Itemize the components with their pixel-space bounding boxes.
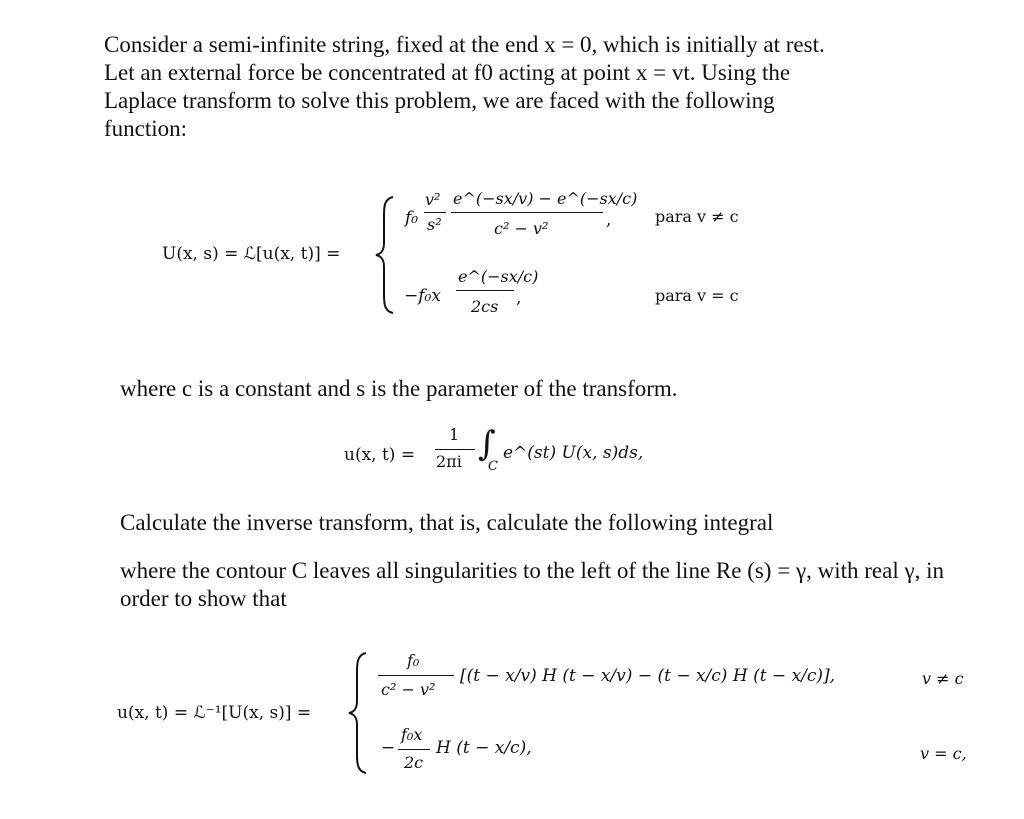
eq3-case1-frac-denominator: c² − v² bbox=[381, 680, 436, 699]
eq3-case2-body: H (t − x/c), bbox=[436, 738, 532, 758]
where-text: where c is a constant and s is the parameter of the transform. bbox=[120, 376, 678, 401]
intro-line-2: Let an external force be concentrated at f0 acting at point x = vt. Using the bbox=[104, 60, 791, 85]
eq1-case1-condition: para v ≠ c bbox=[655, 207, 739, 226]
contour-line-1: where the contour C leaves all singularities to the left of the line Re (s) = γ, with real γ, in bbox=[120, 558, 945, 583]
eq2-frac-bar bbox=[435, 449, 475, 450]
eq3-case1-frac-numerator: f₀ bbox=[407, 651, 420, 670]
integral-sign: ∫ bbox=[478, 424, 496, 464]
eq2-integrand: e^(st) U(x, s)ds, bbox=[503, 443, 644, 463]
eq1-case2-condition: para v = c bbox=[655, 286, 739, 305]
eq3-case1-frac-bar bbox=[378, 675, 454, 676]
eq3-case1-condition: v ≠ c bbox=[922, 669, 964, 688]
intro-line-1: Consider a semi-infinite string, fixed at the end x = 0, which is initially at rest. bbox=[104, 32, 825, 57]
eq1-lhs: U(x, s) = ℒ[u(x, t)] = bbox=[162, 244, 341, 264]
eq1-case2-frac-bar bbox=[456, 290, 514, 291]
calculate-text: Calculate the inverse transform, that is, calculate the following integral bbox=[120, 510, 774, 535]
eq1-case1-small-frac-bar bbox=[424, 212, 446, 213]
contour-line-2: order to show that bbox=[120, 586, 287, 611]
intro-paragraph bbox=[104, 31, 904, 143]
left-brace-1 bbox=[373, 195, 397, 315]
eq1-case2-comma: , bbox=[516, 288, 522, 308]
eq2-frac-numerator: 1 bbox=[449, 425, 460, 444]
eq1-case1-f0: f₀ bbox=[405, 208, 419, 228]
eq3-case2-frac-bar bbox=[398, 749, 430, 750]
intro-line-3: Laplace transform to solve this problem, we are faced with the following bbox=[104, 88, 775, 113]
eq1-case2-denominator: 2cs bbox=[471, 297, 499, 316]
eq2-lhs: u(x, t) = bbox=[344, 445, 416, 465]
eq1-case2-numerator: e^(−sx/c) bbox=[458, 267, 539, 286]
contour-paragraph bbox=[120, 557, 1010, 613]
eq1-case1-frac-bar bbox=[451, 212, 603, 213]
eq1-case2-prefix: −f₀x bbox=[404, 286, 441, 306]
eq3-case2-frac-numerator: f₀x bbox=[401, 725, 423, 744]
eq3-lhs: u(x, t) = ℒ⁻¹[U(x, s)] = bbox=[117, 703, 312, 723]
eq2-contour-label: C bbox=[488, 459, 498, 474]
eq1-case1-comma: , bbox=[606, 210, 612, 230]
eq1-case1-denominator: c² − v² bbox=[494, 219, 549, 238]
left-brace-2 bbox=[346, 651, 370, 775]
eq1-case1-v2: v² bbox=[425, 190, 441, 209]
eq1-case1-s2: s² bbox=[427, 215, 442, 234]
eq3-case1-body: [(t − x/v) H (t − x/v) − (t − x/c) H (t − x/c)], bbox=[460, 666, 836, 686]
eq3-case2-frac-denominator: 2c bbox=[404, 753, 424, 772]
intro-line-4: function: bbox=[104, 116, 188, 141]
eq2-frac-denominator: 2πi bbox=[436, 452, 462, 471]
eq3-case2-minus: − bbox=[381, 738, 396, 758]
eq3-case2-condition: v = c, bbox=[920, 744, 967, 763]
eq1-case1-numerator: e^(−sx/v) − e^(−sx/c) bbox=[453, 189, 638, 208]
